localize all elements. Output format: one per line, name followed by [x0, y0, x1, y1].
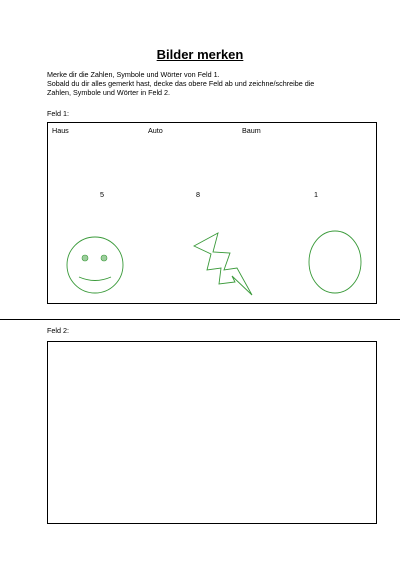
- word-baum: Baum: [242, 126, 261, 135]
- word-haus: Haus: [52, 126, 69, 135]
- number-1: 1: [314, 190, 318, 199]
- oval-icon: [308, 230, 364, 296]
- instruction-line: Merke dir die Zahlen, Symbole und Wörter von Feld 1.: [47, 70, 220, 79]
- word-auto: Auto: [148, 126, 163, 135]
- divider-line: [0, 319, 400, 320]
- field2-box[interactable]: [47, 341, 377, 524]
- field2-label: Feld 2:: [47, 326, 69, 335]
- instruction-line: Zahlen, Symbole und Wörter in Feld 2.: [47, 88, 171, 97]
- instruction-line: Sobald du dir alles gemerkt hast, decke das obere Feld ab und zeichne/schreibe die: [47, 79, 315, 88]
- field1-label: Feld 1:: [47, 109, 69, 118]
- number-8: 8: [196, 190, 200, 199]
- smiley-face-icon: [66, 236, 126, 296]
- page-title: Bilder merken: [156, 47, 244, 62]
- instructions: [47, 70, 367, 97]
- number-5: 5: [100, 190, 104, 199]
- lightning-bolt-icon: [193, 232, 255, 298]
